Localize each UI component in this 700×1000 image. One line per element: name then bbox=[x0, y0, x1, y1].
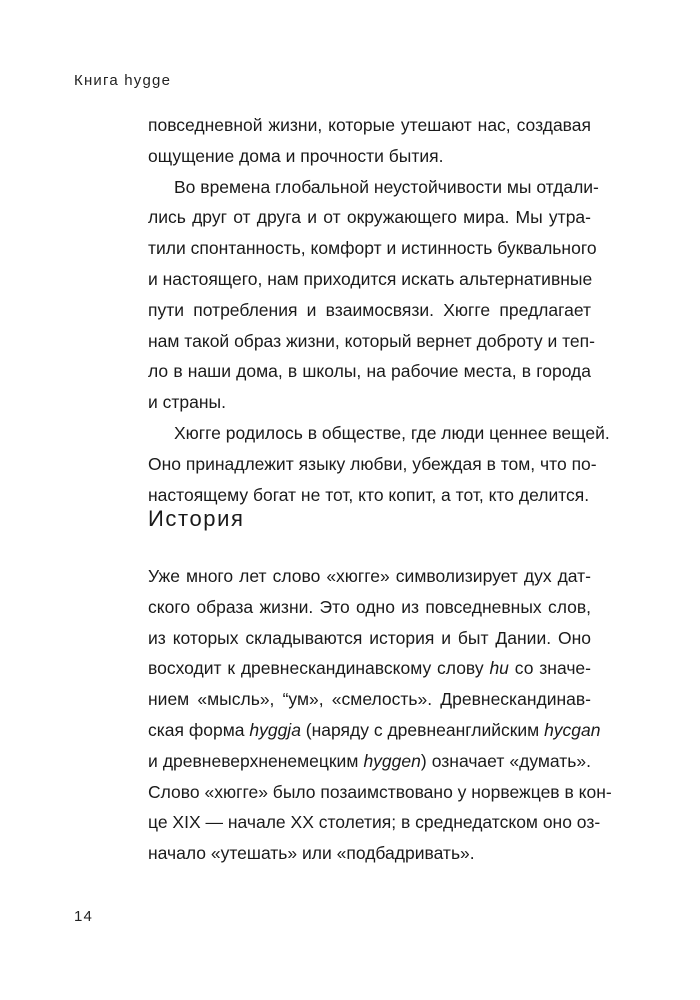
text-line: и древневерхненемецким hyggen) означает «думать». bbox=[148, 750, 591, 771]
text-line: настоящему богат не тот, кто копит, а тот, кто делится. bbox=[148, 484, 590, 505]
text-line: ская форма hyggja (наряду с древнеанглийским hycgan bbox=[148, 719, 601, 740]
text-line: ощущение дома и прочности бытия. bbox=[148, 145, 444, 166]
running-title: Книга hygge bbox=[74, 72, 172, 89]
text-line: повседневной жизни, которые утешают нас, создавая bbox=[148, 115, 591, 135]
italic-term: hyggja bbox=[249, 719, 301, 740]
text-line: Хюгге родилось в обществе, где люди ценнее вещей. bbox=[174, 422, 610, 443]
text-line: и страны. bbox=[148, 392, 226, 413]
text-line: восходит к древнескандинавскому слову hu со значе- bbox=[148, 658, 591, 679]
text-line: Уже много лет слово «хюгге» символизирует дух дат- bbox=[148, 566, 591, 586]
text-line: Во времена глобальной неустойчивости мы отдали- bbox=[174, 176, 599, 197]
text-line: из которых складываются история и быт Дании. Оно bbox=[148, 627, 591, 648]
text-line: и настоящего, нам приходится искать альтернативные bbox=[148, 268, 593, 289]
text-line: Оно принадлежит языку любви, убеждая в том, что по- bbox=[148, 453, 597, 474]
text-line: пути потребления и взаимосвязи. Хюгге предлагает bbox=[148, 299, 591, 320]
italic-term: hu bbox=[489, 658, 509, 679]
page-number: 14 bbox=[74, 908, 94, 925]
text-line: тили спонтанность, комфорт и истинность буквального bbox=[148, 238, 597, 259]
text-line: це XIX — начале XX столетия; в среднедатском оно оз- bbox=[148, 812, 601, 833]
section-heading: История bbox=[148, 506, 245, 531]
body-text-top bbox=[148, 110, 610, 510]
text-line: Слово «хюгге» было позаимствовано у норвежцев в кон- bbox=[148, 781, 612, 802]
text-line: лись друг от друга и от окружающего мира. Мы утра- bbox=[148, 207, 591, 228]
text-line: нием «мысль», “ум», «смелость». Древнескандинав- bbox=[148, 689, 591, 710]
text-line: начало «утешать» или «подбадривать». bbox=[148, 843, 475, 864]
italic-term: hycgan bbox=[544, 719, 601, 740]
italic-term: hyggen bbox=[363, 750, 421, 771]
body-text-section bbox=[148, 561, 612, 869]
text-line: ло в наши дома, в школы, на рабочие места, в города bbox=[148, 361, 591, 382]
text-line: нам такой образ жизни, который вернет доброту и теп- bbox=[148, 330, 595, 351]
text-line: ского образа жизни. Это одно из повседневных слов, bbox=[148, 596, 591, 617]
